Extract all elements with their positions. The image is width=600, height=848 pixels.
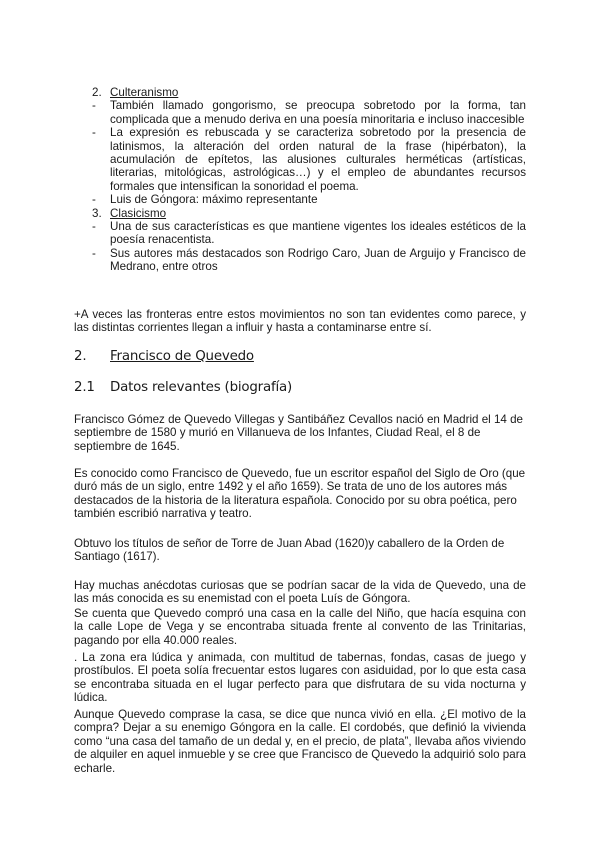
list-heading: Clasicismo <box>110 206 167 220</box>
list-marker: - <box>92 220 96 234</box>
anecdote-paragraph: Hay muchas anécdotas curiosas que se podrían sacar de la vida de Quevedo, una de las más conocida es su enemistad con el poeta Luís de Góngora. <box>74 579 526 606</box>
list-item <box>92 193 526 206</box>
anecdote-paragraph: Aunque Quevedo comprase la casa, se dice que nunca vivió en ella. ¿El motivo de la compra? Dejar a su enemigo Góngora en la calle. El cordobés, que definió la vivienda como “una casa del tamaño de un dedal y, en el precio, de plata”, llevaba años viviendo de alquiler en aquel inmueble y se cree que Francisco de Quevedo la adquirió solo para echarle. <box>74 708 526 775</box>
list-item-clasicismo <box>92 207 526 220</box>
list-heading: Culteranismo <box>110 86 179 99</box>
section-title: Francisco de Quevedo <box>110 349 254 364</box>
anecdote-paragraph: Se cuenta que Quevedo compró una casa en la calle del Niño, que hacía esquina con la calle Lope de Vega y se encontraba situada frente al convento de las Trinitarias, pagando por ella 40.000 reales. <box>74 607 526 647</box>
biography-paragraph: Es conocido como Francisco de Quevedo, fue un escritor español del Siglo de Oro (que duró más de un siglo, entre 1492 y el año 1659). Se trata de uno de los autores más destacados de la historia de la literatura española. Conocido por su obra poética, pero también escribió narrativa y teatro. <box>74 467 526 521</box>
anecdote-paragraph: . La zona era lúdica y animada, con multitud de tabernas, fondas, casas de juego y prostíbulos. El poeta solía frecuentar estos lugares con asiduidad, por lo que esta casa se encontraba situada en el lugar perfecto para que disfrutara de su vida nocturna y lúdica. <box>74 651 526 705</box>
list-item <box>92 126 526 193</box>
section-number: 2. <box>74 349 87 364</box>
list-marker: - <box>92 193 96 207</box>
list-item <box>92 247 526 274</box>
list-text: Sus autores más destacados son Rodrigo Caro, Juan de Arguijo y Francisco de Medrano, entre otros <box>110 246 526 274</box>
list-marker: 3. <box>92 206 102 220</box>
list-marker: 2. <box>92 86 102 99</box>
list-text: Una de sus características es que mantiene vigentes los ideales estéticos de la poesía renacentista. <box>110 220 526 247</box>
list-item-culteranismo <box>92 86 526 99</box>
list-item <box>92 99 526 126</box>
list-text: Luis de Góngora: máximo representante <box>110 193 318 207</box>
subsection-number: 2.1 <box>74 380 95 395</box>
list-text: También llamado gongorismo, se preocupa sobretodo por la forma, tan complicada que a menudo deriva en una poesía minoritaria e incluso inaccesible <box>110 99 526 126</box>
subsection-heading <box>74 381 292 394</box>
subsection-title: Datos relevantes (biografía) <box>110 380 293 395</box>
list-item <box>92 220 526 247</box>
biography-paragraph: Francisco Gómez de Quevedo Villegas y Santibáñez Cevallos nació en Madrid el 14 de septiembre de 1580 y murió en Villanueva de los Infantes, Ciudad Real, el 8 de septiembre de 1645. <box>74 413 523 453</box>
movements-list <box>92 86 526 274</box>
list-marker: - <box>92 99 96 113</box>
note-paragraph: +A veces las fronteras entre estos movimientos no son tan evidentes como parece, y las distintas corrientes llegan a influir y hasta a contaminarse entre sí. <box>74 308 526 335</box>
section-heading <box>74 350 254 363</box>
biography-paragraph: Obtuvo los títulos de señor de Torre de Juan Abad (1620)y caballero de la Orden de Santiago (1617). <box>74 537 505 564</box>
list-marker: - <box>92 246 96 260</box>
list-marker: - <box>92 126 96 140</box>
list-text: La expresión es rebuscada y se caracteriza sobretodo por la presencia de latinismos, la alteración del orden natural de la frase (hipérbaton), la acumulación de epítetos, las alusiones culturales herméticas (artísticas, literarias, mitológicas, astrológicas…) y el empleo de abundantes recursos formales que intensifican la sonoridad el poema. <box>110 126 526 193</box>
